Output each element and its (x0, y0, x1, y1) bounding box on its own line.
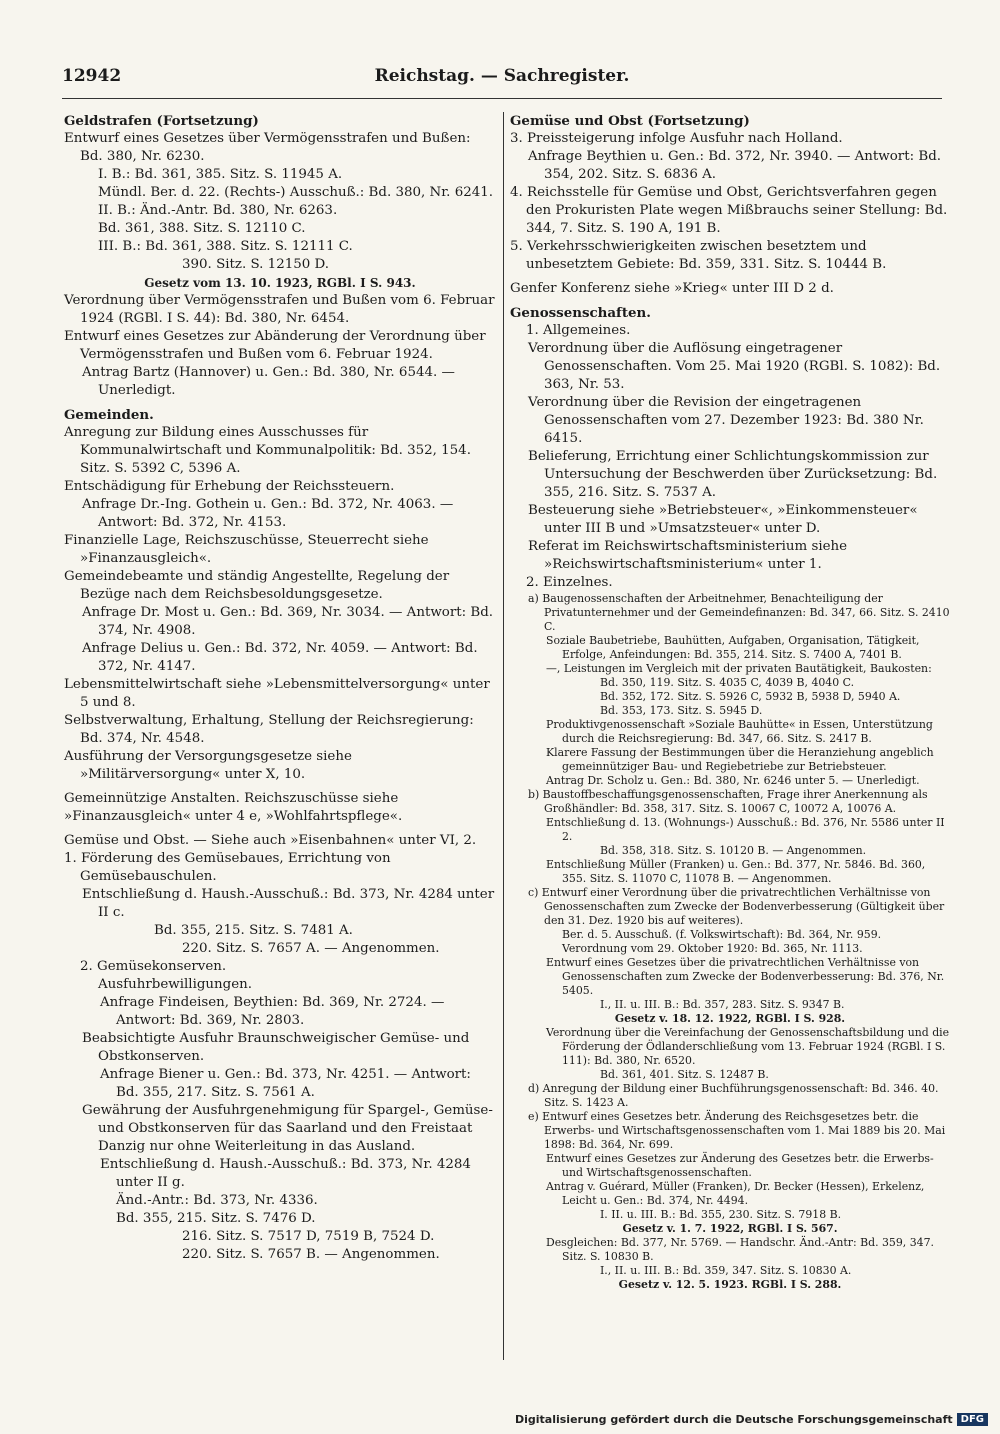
right-entry: d) Anregung der Bildung einer Buchführungsgenossenschaft: Bd. 346. 40. Sitz. S. 1423 A. (528, 1082, 939, 1109)
right-entry: Bd. 361, 401. Sitz. S. 12487 B. (600, 1068, 769, 1081)
footer-text: Digitalisierung gefördert durch die Deutsche Forschungsgemeinschaft (514, 1412, 953, 1426)
right-entry: Entschließung Müller (Franken) u. Gen.: Bd. 377, Nr. 5846. Bd. 360, 355. Sitz. S. 11070 C, 11078 B. — Angenommen. (546, 858, 926, 885)
right-entry: 3. Preissteigerung infolge Ausfuhr nach Holland. (510, 131, 843, 146)
left-entry: II. B.: Änd.-Antr. Bd. 380, Nr. 6263. (98, 203, 338, 218)
right-entry: Antrag v. Guérard, Müller (Franken), Dr. Becker (Hessen), Erkelenz, Leicht u. Gen.: Bd. 374, Nr. 4494. (546, 1180, 925, 1207)
left-entry: Gemeinnützige Anstalten. Reichszuschüsse siehe »Finanzausgleich« unter 4 e, »Wohlfahrtspflege«. (64, 791, 403, 824)
left-entry: 216. Sitz. S. 7517 D, 7519 B, 7524 D. (182, 1229, 435, 1244)
right-column (510, 112, 950, 1292)
left-entry: Geldstrafen (Fortsetzung) (64, 113, 259, 129)
right-entry: 5. Verkehrsschwierigkeiten zwischen besetztem und unbesetztem Gebiete: Bd. 359, 331. Sitz. S. 10444 B. (510, 239, 887, 272)
right-entry: Bd. 350, 119. Sitz. S. 4035 C, 4039 B, 4040 C. (600, 676, 855, 689)
left-entry: Entschließung d. Haush.-Ausschuß.: Bd. 373, Nr. 4284 unter II g. (100, 1157, 471, 1190)
right-entry: Ber. d. 5. Ausschuß. (f. Volkswirtschaft): Bd. 364, Nr. 959. (562, 928, 882, 941)
left-entry: Gemüse und Obst. — Siehe auch »Eisenbahnen« unter VI, 2. (64, 833, 477, 848)
left-entry: Entschädigung für Erhebung der Reichssteuern. (64, 479, 395, 494)
column-divider (503, 112, 504, 1360)
left-entry: III. B.: Bd. 361, 388. Sitz. S. 12111 C. (98, 239, 353, 254)
left-entry: Anfrage Biener u. Gen.: Bd. 373, Nr. 4251. — Antwort: Bd. 355, 217. Sitz. S. 7561 A. (100, 1067, 471, 1100)
right-entry: Verordnung über die Auflösung eingetragener Genossenschaften. Vom 25. Mai 1920 (RGBl. S. 1082): Bd. 363, Nr. 53. (528, 341, 941, 392)
left-entry: Bd. 355, 215. Sitz. S. 7476 D. (116, 1211, 316, 1226)
footer (515, 1410, 988, 1428)
right-entry: I., II. u. III. B.: Bd. 359, 347. Sitz. S. 10830 A. (600, 1264, 852, 1277)
left-entry: Gesetz vom 13. 10. 1923, RGBl. I S. 943. (144, 276, 416, 290)
right-entry: —, Leistungen im Vergleich mit der privaten Bautätigkeit, Baukosten: (546, 662, 932, 675)
right-entry: a) Baugenossenschaften der Arbeitnehmer, Benachteiligung der Privatunternehmer und der Gemeindefinanzen: Bd. 347, 66. Sitz. S. 2410 C. (528, 592, 950, 633)
left-entry: Ausfuhrbewilligungen. (98, 977, 253, 992)
right-entry: Genfer Konferenz siehe »Krieg« unter III D 2 d. (510, 281, 834, 296)
left-entry: Gewährung der Ausfuhrgenehmigung für Spargel-, Gemüse- und Obstkonserven für das Saarland und den Freistaat Danzig nur ohne Weiterleitung in das Ausland. (82, 1103, 493, 1154)
left-entry: 220. Sitz. S. 7657 A. — Angenommen. (182, 941, 440, 956)
left-entry: Bd. 361, 388. Sitz. S. 12110 C. (98, 221, 306, 236)
right-entry: Gesetz v. 18. 12. 1922, RGBl. I S. 928. (614, 1012, 846, 1025)
left-entry: 220. Sitz. S. 7657 B. — Angenommen. (182, 1247, 440, 1262)
right-entry: Gesetz v. 12. 5. 1923. RGBl. I S. 288. (618, 1278, 842, 1291)
left-entry: Lebensmittelwirtschaft siehe »Lebensmittelversorgung« unter 5 und 8. (64, 677, 490, 710)
left-entry: Anfrage Dr.-Ing. Gothein u. Gen.: Bd. 372, Nr. 4063. — Antwort: Bd. 372, Nr. 4153. (82, 497, 454, 530)
left-column (64, 112, 496, 1264)
right-entry: Gesetz v. 1. 7. 1922, RGBl. I S. 567. (622, 1222, 838, 1235)
right-entry: Entwurf eines Gesetzes zur Änderung des Gesetzes betr. die Erwerbs- und Wirtschaftsgenossenschaften. (546, 1152, 934, 1179)
left-entry: Verordnung über Vermögensstrafen und Bußen vom 6. Februar 1924 (RGBl. I S. 44): Bd. 380, Nr. 6454. (64, 293, 495, 326)
right-entry: 1. Allgemeines. (526, 323, 631, 338)
right-entry: Antrag Dr. Scholz u. Gen.: Bd. 380, Nr. 6246 unter 5. — Unerledigt. (546, 774, 920, 787)
left-entry: Antrag Bartz (Hannover) u. Gen.: Bd. 380, Nr. 6544. — Unerledigt. (82, 365, 455, 398)
right-entry: Entwurf eines Gesetzes über die privatrechtlichen Verhältnisse von Genossenschaften zum Zwecke der Bodenverbesserung: Bd. 376, Nr. 5405. (546, 956, 945, 997)
left-entry: Gemeinden. (64, 407, 154, 423)
right-entry: e) Entwurf eines Gesetzes betr. Änderung des Reichsgesetzes betr. die Erwerbs- und Wirtschaftsgenossenschaften vom 1. Mai 1889 bis 20. Mai 1898: Bd. 364, Nr. 699. (528, 1110, 946, 1151)
right-entry: Genossenschaften. (510, 305, 651, 321)
right-entry: Gemüse und Obst (Fortsetzung) (510, 113, 750, 129)
left-entry: Mündl. Ber. d. 22. (Rechts-) Ausschuß.: Bd. 380, Nr. 6241. (98, 185, 494, 200)
left-entry: Bd. 355, 215. Sitz. S. 7481 A. (154, 923, 353, 938)
left-entry: 390. Sitz. S. 12150 D. (182, 257, 330, 272)
right-entry: Besteuerung siehe »Betriebsteuer«, »Einkommensteuer« unter III B und »Umsatzsteuer« unter D. (528, 503, 918, 536)
right-entry: Anfrage Beythien u. Gen.: Bd. 372, Nr. 3940. — Antwort: Bd. 354, 202. Sitz. S. 6836 A. (528, 149, 942, 182)
right-entry: 2. Einzelnes. (526, 575, 613, 590)
left-entry: 1. Förderung des Gemüsebaues, Errichtung von Gemüsebauschulen. (64, 851, 391, 884)
right-entry: I. II. u. III. B.: Bd. 355, 230. Sitz. S. 7918 B. (600, 1208, 842, 1221)
right-entry: Soziale Baubetriebe, Bauhütten, Aufgaben, Organisation, Tätigkeit, Erfolge, Anfeindungen: Bd. 355, 214. Sitz. S. 7400 A, 7401 B. (546, 634, 920, 661)
left-entry: I. B.: Bd. 361, 385. Sitz. S. 11945 A. (98, 167, 343, 182)
left-entry: Entwurf eines Gesetzes zur Abänderung der Verordnung über Vermögensstrafen und Bußen vom 6. Februar 1924. (64, 329, 486, 362)
page-number: 12942 (62, 66, 122, 86)
right-entry: Verordnung über die Revision der eingetragenen Genossenschaften vom 27. Dezember 1923: Bd. 380 Nr. 6415. (528, 395, 924, 446)
left-entry: Anfrage Delius u. Gen.: Bd. 372, Nr. 4059. — Antwort: Bd. 372, Nr. 4147. (82, 641, 478, 674)
left-entry: Selbstverwaltung, Erhaltung, Stellung der Reichsregierung: Bd. 374, Nr. 4548. (64, 713, 474, 746)
left-entry: 2. Gemüsekonserven. (80, 959, 227, 974)
left-entry: Anfrage Dr. Most u. Gen.: Bd. 369, Nr. 3034. — Antwort: Bd. 374, Nr. 4908. (82, 605, 494, 638)
right-entry: Klarere Fassung der Bestimmungen über die Heranziehung angeblich gemeinnütziger Bau- und Regiebetriebe zur Betriebsteuer. (546, 746, 934, 773)
left-entry: Finanzielle Lage, Reichszuschüsse, Steuerrecht siehe »Finanzausgleich«. (64, 533, 429, 566)
left-entry: Beabsichtigte Ausfuhr Braunschweigischer Gemüse- und Obstkonserven. (82, 1031, 470, 1064)
right-entry: Verordnung vom 29. Oktober 1920: Bd. 365, Nr. 1113. (562, 942, 863, 955)
right-entry: Entschließung d. 13. (Wohnungs-) Ausschuß.: Bd. 376, Nr. 5586 unter II 2. (546, 816, 945, 843)
right-entry: Bd. 353, 173. Sitz. S. 5945 D. (600, 704, 763, 717)
left-entry: Entschließung d. Haush.-Ausschuß.: Bd. 373, Nr. 4284 unter II c. (82, 887, 495, 920)
right-entry: Referat im Reichswirtschaftsministerium siehe »Reichswirtschaftsministerium« unter 1. (528, 539, 848, 572)
left-entry: Änd.-Antr.: Bd. 373, Nr. 4336. (116, 1193, 318, 1208)
dfg-logo: DFG (957, 1413, 988, 1426)
right-entry: Verordnung über die Vereinfachung der Genossenschaftsbildung und die Förderung der Ödlanderschließung vom 13. Februar 1924 (RGBl. I S. 111): Bd. 380, Nr. 6520. (546, 1026, 950, 1067)
left-entry: Entwurf eines Gesetzes über Vermögensstrafen und Bußen: Bd. 380, Nr. 6230. (64, 131, 471, 164)
left-entry: Anregung zur Bildung eines Ausschusses für Kommunalwirtschaft und Kommunalpolitik: Bd. 352, 154. Sitz. S. 5392 C, 5396 A. (64, 425, 471, 476)
right-entry: Bd. 358, 318. Sitz. S. 10120 B. — Angenommen. (600, 844, 867, 857)
right-entry: b) Baustoffbeschaffungsgenossenschaften, Frage ihrer Anerkennung als Großhändler: Bd. 358, 317. Sitz. S. 10067 C, 10072 A, 10076 A. (528, 788, 928, 815)
page-title: Reichstag. — Sachregister. (374, 66, 630, 86)
right-entry: I., II. u. III. B.: Bd. 357, 283. Sitz. S. 9347 B. (600, 998, 845, 1011)
right-entry: Desgleichen: Bd. 377, Nr. 5769. — Handschr. Änd.-Antr: Bd. 359, 347. Sitz. S. 10830 B. (546, 1236, 934, 1263)
left-entry: Ausführung der Versorgungsgesetze siehe »Militärversorgung« unter X, 10. (64, 749, 352, 782)
right-entry: Belieferung, Errichtung einer Schlichtungskommission zur Untersuchung der Beschwerden über Zurücksetzung: Bd. 355, 216. Sitz. S. 7537 A. (528, 449, 938, 500)
header-rule (62, 98, 942, 99)
page-header (62, 66, 942, 96)
left-entry: Gemeindebeamte und ständig Angestellte, Regelung der Bezüge nach dem Reichsbesoldungsgesetze. (64, 569, 450, 602)
left-entry: Anfrage Findeisen, Beythien: Bd. 369, Nr. 2724. — Antwort: Bd. 369, Nr. 2803. (100, 995, 445, 1028)
right-entry: Bd. 352, 172. Sitz. S. 5926 C, 5932 B, 5938 D, 5940 A. (600, 690, 901, 703)
right-entry: 4. Reichsstelle für Gemüse und Obst, Gerichtsverfahren gegen den Prokuristen Plate wegen Mißbrauchs seiner Stellung: Bd. 344, 7. Sitz. S. 190 A, 191 B. (510, 185, 948, 236)
right-entry: Produktivgenossenschaft »Soziale Bauhütte« in Essen, Unterstützung durch die Reichsregierung: Bd. 347, 66. Sitz. S. 2417 B. (546, 718, 933, 745)
right-entry: c) Entwurf einer Verordnung über die privatrechtlichen Verhältnisse von Genossenschaften zum Zwecke der Bodenverbesserung (Gültigkeit über den 31. Dez. 1920 bis auf weiteres). (528, 886, 945, 927)
